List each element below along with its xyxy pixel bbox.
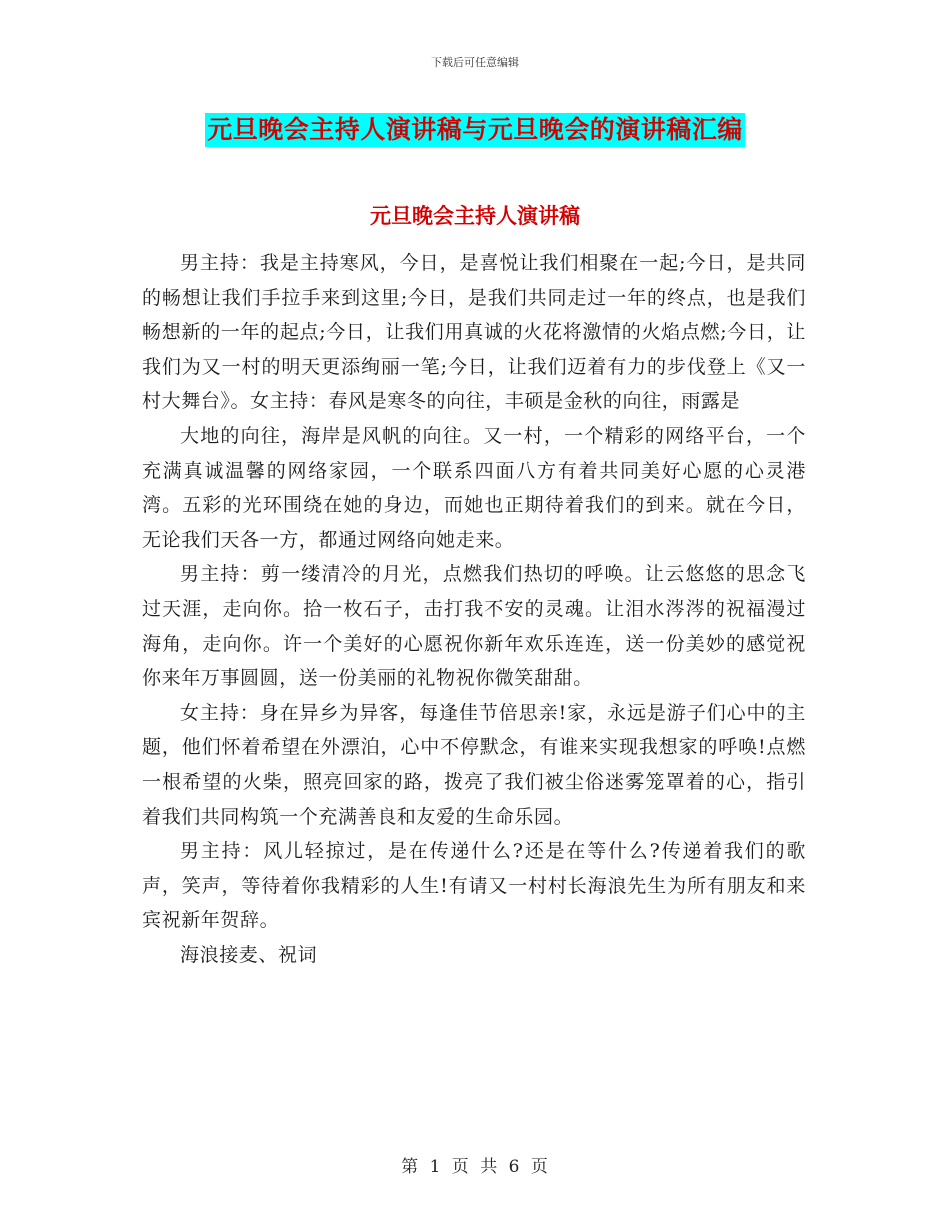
- document-body: [142, 246, 806, 972]
- page-footer: [0, 1152, 950, 1177]
- footer-total-prefix: 共: [480, 1157, 499, 1177]
- paragraph: 男主持：我是主持寒风，今日，是喜悦让我们相聚在一起;今日，是共同的畅想让我们手拉手来到这里;今日，是我们共同走过一年的终点，也是我们畅想新的一年的起点;今日，让我们用真诚的火花将激情的火焰点燃;今日，让我们为又一村的明天更添绚丽一笔;今日，让我们迈着有力的步伐登上《又一村大舞台》。女主持：春风是寒冬的向往，丰硕是金秋的向往，雨露是: [142, 252, 806, 413]
- footer-current-page: 1: [429, 1157, 442, 1177]
- paragraph: 女主持：身在异乡为异客，每逢佳节倍思亲!家，永远是游子们心中的主题，他们怀着希望在外漂泊，心中不停默念，有谁来实现我想家的呼唤!点燃一根希望的火柴，照亮回家的路，拨亮了我们被尘俗迷雾笼罩着的心，指引着我们共同构筑一个充满善良和友爱的生命乐园。: [142, 701, 806, 828]
- document-title: 元旦晚会主持人演讲稿与元旦晚会的演讲稿汇编: [205, 113, 745, 147]
- paragraph: 大地的向往，海岸是风帆的向往。又一村，一个精彩的网络平台，一个充满真诚温馨的网络家园，一个联系四面八方有着共同美好心愿的心灵港湾。五彩的光环围绕在她的身边，而她也正期待着我们的到来。就在今日，无论我们天各一方，都通过网络向她走来。: [142, 424, 806, 551]
- footer-page-suffix: 页: [530, 1157, 549, 1177]
- header-note: 下载后可任意编辑: [431, 56, 519, 69]
- paragraph: 男主持：剪一缕清冷的月光，点燃我们热切的呼唤。让云悠悠的思念飞过天涯，走向你。拾一枚石子，击打我不安的灵魂。让泪水涔涔的祝福漫过海角，走向你。许一个美好的心愿祝你新年欢乐连连，送一份美妙的感觉祝你来年万事圆圆，送一份美丽的礼物祝你微笑甜甜。: [142, 563, 806, 690]
- paragraph: 海浪接麦、祝词: [180, 943, 318, 966]
- footer-page-mid: 页: [451, 1157, 470, 1177]
- footer-page-prefix: 第: [401, 1157, 420, 1177]
- paragraph: 男主持：风儿轻掠过，是在传递什么?还是在等什么?传递着我们的歌声，笑声，等待着你我精彩的人生!有请又一村村长海浪先生为所有朋友和来宾祝新年贺辞。: [142, 840, 806, 932]
- document-title-wrap: [0, 113, 950, 147]
- section-title: 元旦晚会主持人演讲稿: [370, 203, 580, 228]
- footer-total-pages: 6: [508, 1157, 521, 1177]
